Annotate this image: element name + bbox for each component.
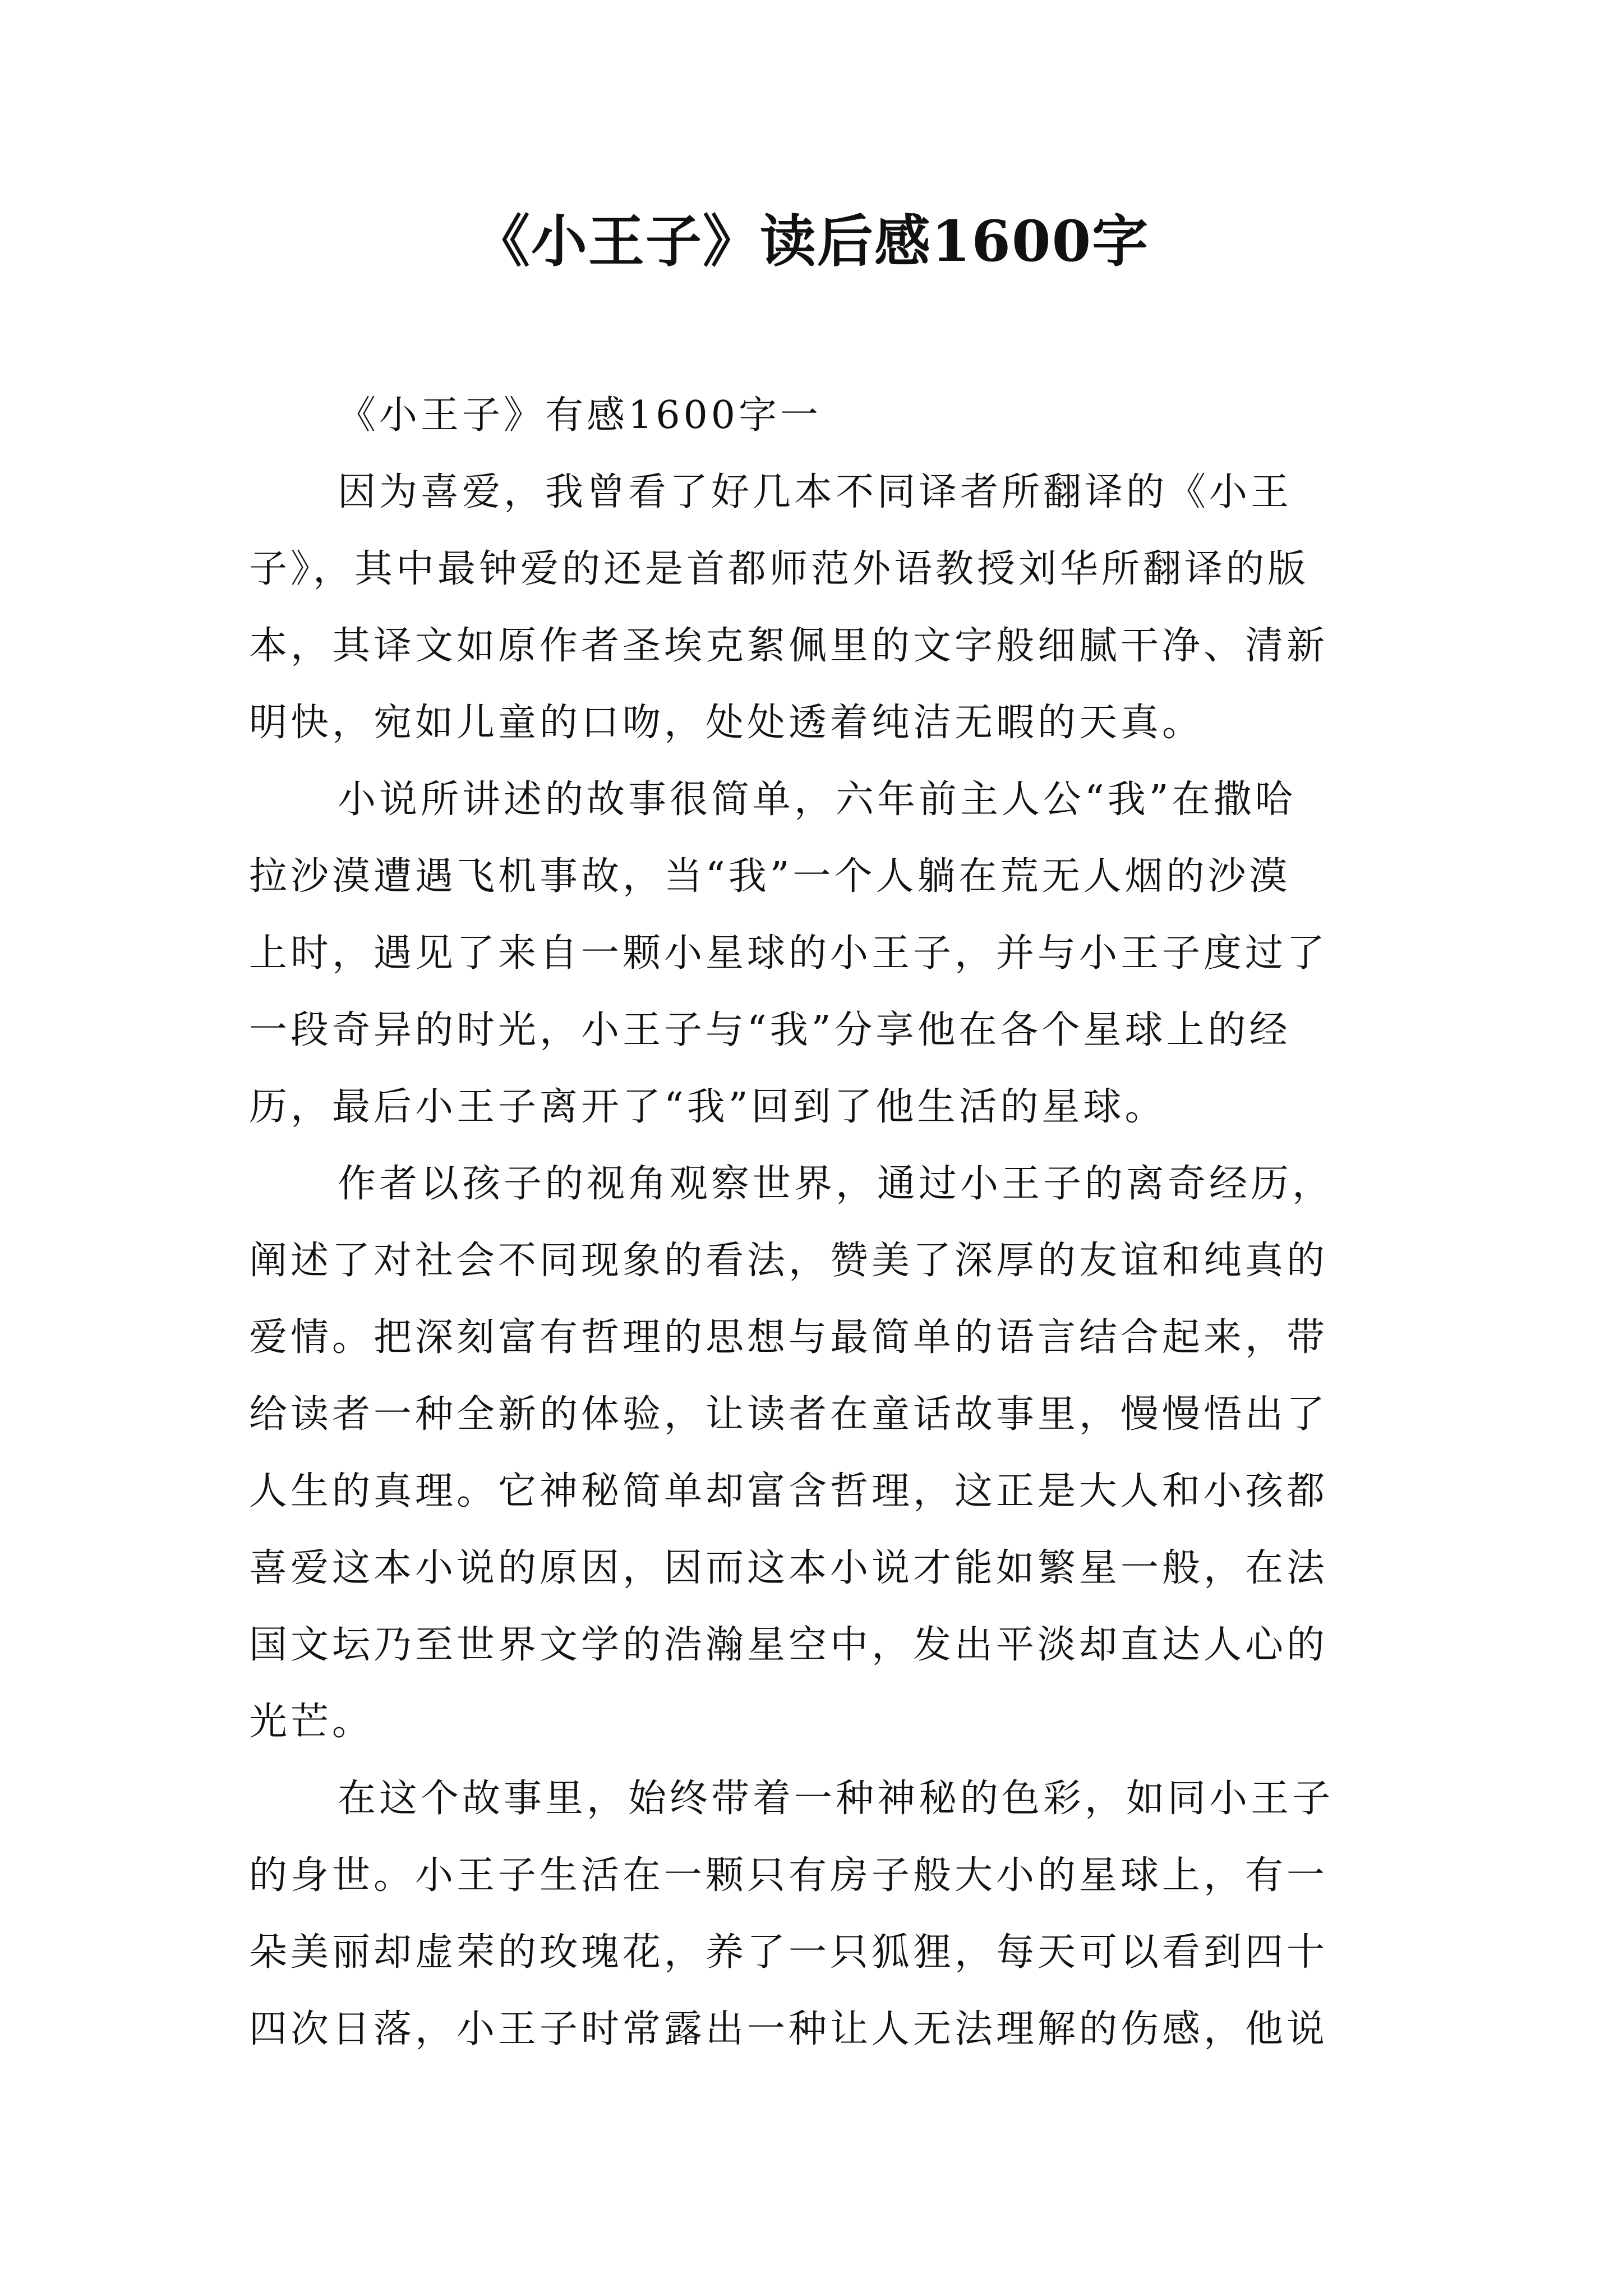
document-title: 《小王子》读后感1600字 — [473, 208, 1150, 274]
paragraph-line: 光芒。 — [249, 1700, 374, 1744]
paragraph-line: 四次日落，小王子时常露出一种让人无法理解的伤感，他说 — [249, 2007, 1329, 2051]
paragraph-line: 一段奇异的时光，小王子与“我”分享他在各个星球上的经 — [249, 1008, 1291, 1052]
paragraph-line: 因为喜爱，我曾看了好几本不同译者所翻译的《小王 — [338, 470, 1293, 514]
paragraph-line: 给读者一种全新的体验，让读者在童话故事里，慢慢悟出了 — [249, 1392, 1329, 1437]
paragraph-line: 作者以孩子的视角观察世界，通过小王子的离奇经历， — [338, 1162, 1334, 1206]
paragraph-line: 本，其译文如原作者圣埃克絮佩里的文字般细腻干净、清新 — [249, 624, 1329, 668]
paragraph-line: 人生的真理。它神秘简单却富含哲理，这正是大人和小孩都 — [249, 1469, 1329, 1513]
paragraph-line: 在这个故事里，始终带着一种神秘的色彩，如同小王子 — [338, 1777, 1334, 1821]
paragraph-line: 爱情。把深刻富有哲理的思想与最简单的语言结合起来，带 — [249, 1315, 1329, 1360]
paragraph-line: 拉沙漠遭遇飞机事故，当“我”一个人躺在荒无人烟的沙漠 — [249, 854, 1291, 899]
section-heading: 《小王子》有感1600字一 — [338, 393, 822, 438]
document-body — [249, 377, 1376, 2068]
paragraph-line: 喜爱这本小说的原因，因而这本小说才能如繁星一般，在法 — [249, 1546, 1329, 1590]
paragraph-line: 阐述了对社会不同现象的看法，赞美了深厚的友谊和纯真的 — [249, 1239, 1329, 1283]
paragraph-line: 小说所讲述的故事很简单，六年前主人公“我”在撒哈 — [338, 777, 1297, 822]
paragraph-line: 子》，其中最钟爱的还是首都师范外语教授刘华所翻译的版 — [249, 547, 1310, 591]
paragraph-line: 朵美丽却虚荣的玫瑰花，养了一只狐狸，每天可以看到四十 — [249, 1930, 1329, 1975]
paragraph-line: 国文坛乃至世界文学的浩瀚星空中，发出平淡却直达人心的 — [249, 1623, 1329, 1667]
paragraph-line: 上时，遇见了来自一颗小星球的小王子，并与小王子度过了 — [249, 931, 1329, 976]
paragraph-line: 的身世。小王子生活在一颗只有房子般大小的星球上，有一 — [249, 1853, 1329, 1898]
paragraph-line: 历，最后小王子离开了“我”回到了他生活的星球。 — [249, 1085, 1166, 1129]
paragraph-line: 明快，宛如儿童的口吻，处处透着纯洁无暇的天真。 — [249, 701, 1204, 745]
